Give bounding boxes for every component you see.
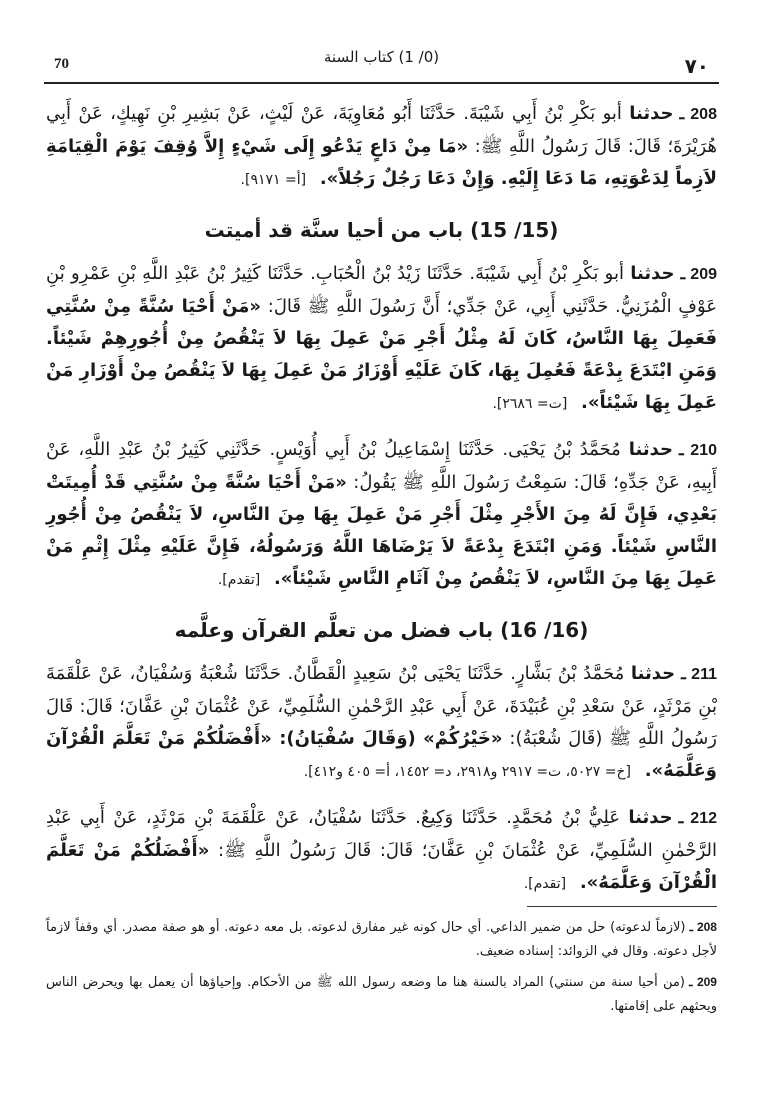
hadith-matn: «خَيْرُكُمْ» (وَقَالَ سُفْيَانُ): «أَفْضَلُكُمْ مَنْ تَعَلَّمَ الْقُرْآنَ وَعَلَّمَهُ».	[46, 728, 717, 781]
footnote-text: حل من ضمير الداعي. أي حال كونه غير مفارق لدعوته. بل معه دعوته. أو هو صفة مصدر. أي وقفاً لازماً لأجل دعوته. وقال في الزوائد: إسناده ضعيف.	[46, 920, 717, 959]
hadith-211	[46, 658, 717, 788]
hadith-reference: [تقدم].	[523, 876, 567, 892]
hadith-212	[46, 802, 717, 900]
hadith-reference: [تقدم].	[217, 572, 261, 588]
hadith-number: 210 ـ	[678, 442, 717, 459]
hadith-opener: حدثنا	[628, 807, 673, 828]
page-number-arabic: ٧٠	[684, 54, 709, 78]
hadith-isnad: أبو بَكْرِ بْنُ أَبِي شَيْبَةَ. حَدَّثَنَا زَيْدُ بْنُ الْحُبَابِ. حَدَّثَنَا كَثِيرُ بْنُ عَبْدِ اللَّهِ بْنِ عَمْرِو بْنِ عَوْفٍ الْمُزَنِيُّ. حَدَّثَنِي أَبِي، عَنْ جَدِّي؛ أَنَّ رَسُولَ اللَّهِ ﷺ قَالَ:	[46, 263, 717, 317]
footnote-lemma: (من أحيا سنة من سنتي)	[549, 975, 685, 990]
hadith-number: 208 ـ	[679, 106, 717, 123]
footnote-208	[46, 915, 717, 964]
hadith-opener: حدثنا	[630, 663, 676, 684]
hadith-isnad: أبو بَكْرِ بْنُ أَبِي شَيْبَةَ. حَدَّثَنَا أَبُو مُعَاوِيَةَ، عَنْ لَيْثٍ، عَنْ بَشِيرِ بْنِ نَهِيكٍ، عَنْ أَبِي هُرَيْرَةَ؛ قَالَ: قَالَ رَسُولُ اللَّهِ ﷺ:	[46, 103, 717, 157]
hadith-reference: [أ= ٩١٧١].	[240, 172, 307, 188]
hadith-matn: «مَا مِنْ دَاعٍ يَدْعُو إِلَى شَيْءٍ إِلاَّ وُقِفَ يَوْمَ الْقِيَامَةِ لاَزِماً لِدَعْوَتِهِ، مَا دَعَا إِلَيْهِ. وَإِنْ دَعَا رَجُلٌ رَجُلاً».	[46, 136, 717, 189]
hadith-isnad: مُحَمَّدُ بْنُ بَشَّارٍ. حَدَّثَنَا يَحْيَى بْنُ سَعِيدٍ الْقَطَّانُ. حَدَّثَنَا شُعْبَةُ وَسُفْيَانُ، عَنْ عَلْقَمَةَ بْنِ مَرْثَدٍ، عَنْ سَعْدِ بْنِ عُبَيْدَةَ، عَنْ أَبِي عَبْدِ الرَّحْمٰنِ السُّلَمِيِّ، عَنْ عُثْمَانَ بْنِ عَفَّانَ؛ قَالَ: قَالَ رَسُولُ اللَّهِ ﷺ (قَالَ شُعْبَةُ):	[46, 663, 717, 749]
hadith-isnad: عَلِيُّ بْنُ مُحَمَّدٍ. حَدَّثَنَا وَكِيعٌ. حَدَّثَنَا سُفْيَانُ، عَنْ عَلْقَمَةَ بْنِ مَرْثَدٍ، عَنْ أَبِي عَبْدِ الرَّحْمٰنِ السُّلَمِيِّ، عَنْ عُثْمَانَ بْنِ عَفَّانَ؛ قَالَ: قَالَ رَسُولُ اللَّهِ ﷺ:	[46, 807, 717, 861]
footnote-209	[46, 970, 717, 1019]
footnote-divider	[527, 906, 717, 907]
footnote-lemma: (لازماً لدعوته)	[610, 920, 686, 935]
hadith-opener: حدثنا	[630, 263, 675, 284]
hadith-209	[46, 258, 717, 420]
running-header	[44, 44, 719, 84]
hadith-matn: «مَنْ أَحْيَا سُنَّةً مِنْ سُنَّتِي فَعَمِلَ بِهَا النَّاسُ، كَانَ لَهُ مِثْلُ أَجْرِ مَنْ عَمِلَ بِهَا لاَ يَنْقُصُ مِنْ أُجُورِهِمْ شَيْئاً. وَمَنِ ابْتَدَعَ بِدْعَةً فَعُمِلَ بِهَا، كَانَ عَلَيْهِ أَوْزَارُ مَنْ عَمِلَ بِهَا لاَ يَنْقُصُ مِنْ أَوْزَارِ مَنْ عَمِلَ بِهَا شَيْئاً».	[46, 296, 717, 413]
footnotes	[46, 906, 717, 1025]
hadith-matn: «مَنْ أَحْيَا سُنَّةً مِنْ سُنَّتِي قَدْ أُمِيتَتْ بَعْدِي، فَإِنَّ لَهُ مِنَ الأَجْرِ مِثْلَ أَجْرِ مَنْ عَمِلَ بِهَا مِنَ النَّاسِ، لاَ يَنْقُصُ مِنْ أُجُورِ النَّاسِ شَيْئاً. وَمَنِ ابْتَدَعَ بِدْعَةً لاَ يَرْضَاهَا اللَّهُ وَرَسُولُهُ، فَإِنَّ عَلَيْهِ مِثْلَ إِثْمِ مَنْ عَمِلَ بِهَا مِنَ النَّاسِ، لاَ يَنْقُصُ مِنْ آثَامِ النَّاسِ شَيْئاً».	[46, 472, 717, 589]
hadith-opener: حدثنا	[629, 103, 674, 124]
chapter-number: (16/ 16)	[500, 618, 589, 642]
hadith-isnad: مُحَمَّدُ بْنُ يَحْيَى. حَدَّثَنَا إِسْمَاعِيلُ بْنُ أَبِي أُوَيْسٍ. حَدَّثَنِي كَثِيرُ بْنُ عَبْدِ اللَّهِ، عَنْ أَبِيهِ، عَنْ جَدِّهِ؛ قَالَ: سَمِعْتُ رَسُولَ اللَّهِ ﷺ يَقُولُ:	[46, 439, 717, 493]
hadith-number: 211 ـ	[681, 666, 717, 683]
chapter-number: (15/ 15)	[470, 218, 559, 242]
footnote-number: 209 ـ	[688, 975, 717, 989]
chapter-title: باب من أحيا سنَّة قد أميتت	[204, 218, 464, 242]
main-text	[40, 98, 723, 900]
hadith-matn: «أَفْضَلُكُمْ مَنْ تَعَلَّمَ الْقُرْآنَ وَعَلَّمَهُ».	[46, 840, 717, 893]
hadith-210	[46, 434, 717, 596]
chapter-heading-15	[46, 216, 717, 244]
hadith-number: 209 ـ	[680, 266, 717, 283]
hadith-reference: [خ= ٥٠٢٧، ت= ٢٩١٧ و٢٩١٨، د= ١٤٥٢، أ= ٤٠٥ و٤١٢].	[303, 764, 631, 780]
chapter-heading-16	[46, 616, 717, 644]
hadith-reference: [ت= ٢٦٨٦].	[492, 396, 568, 412]
chapter-title: باب فضل من تعلَّم القرآن وعلَّمه	[174, 618, 494, 642]
hadith-208	[46, 98, 717, 196]
hadith-opener: حدثنا	[628, 439, 673, 460]
footnote-text: المراد بالسنة هنا ما وضعه رسول الله ﷺ من الأحكام. وإحياؤها أن يعمل بها ويحرض الناس ويحثهم على إقامتها.	[46, 975, 717, 1014]
page-number-latin: 70	[54, 56, 69, 72]
running-title: (0/ 1) كتاب السنة	[323, 48, 440, 66]
hadith-number: 212 ـ	[678, 810, 717, 827]
footnote-number: 208 ـ	[689, 920, 717, 934]
